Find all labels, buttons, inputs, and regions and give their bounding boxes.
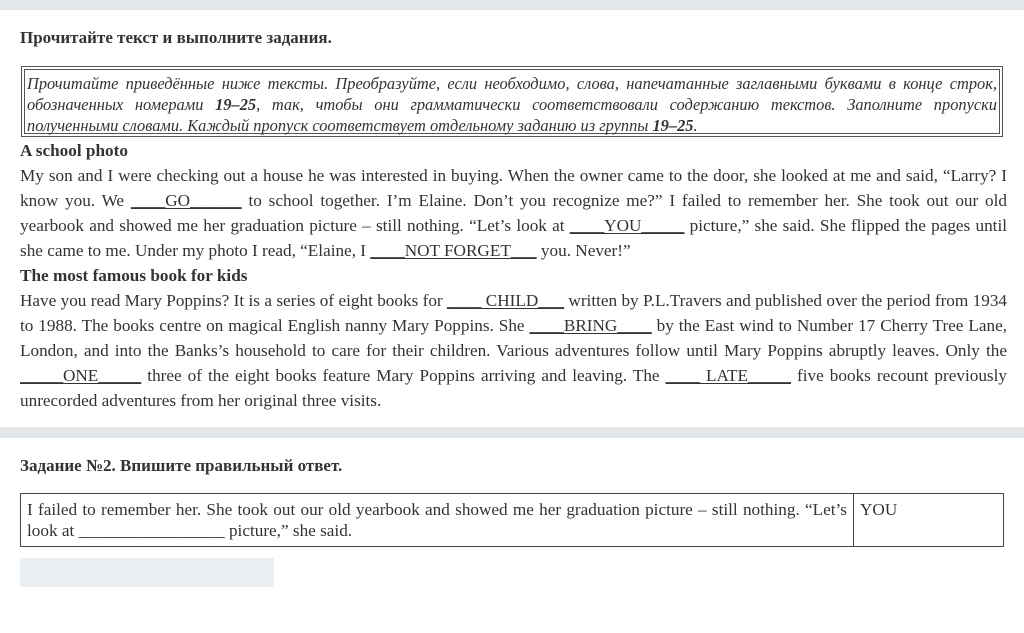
answer-cell: YOU (854, 494, 1004, 547)
instruction-text: Прочитайте приведённые ниже тексты. Преобразуйте, если необходимо, слова, напечатанные заглавными буквами в конце строк, обозначенных номерами 19–25, так, чтобы они грамматически соответствовали содержанию текстов. Заполните пропуски полученными словами. Каждый пропуск соответствует отдельному заданию из группы 19–25. (24, 69, 1000, 134)
text-title-famous-book: The most famous book for kids (20, 266, 248, 285)
question-blank: _________________ (78, 521, 225, 540)
text-paragraph-school-photo: My son and I were checking out a house he was interested in buying. When the owner came to the door, she looked at me and said, “Larry? I know you. We ____GO______ to school together. I’m Elaine. Don’t you recognize me?” I failed to remember her. She took out our old yearbook and showed me her graduation picture – still nothing. “Let’s look at ____YOU_____ picture,” she said. She flipped the pages until she came to me. Under my photo I read, “Elaine, I ____NOT FORGET___ you. Never!” (20, 166, 1008, 260)
reading-text (20, 138, 1007, 413)
gap-answer: ____YOU_____ (569, 216, 685, 235)
task-range: 19–25 (652, 116, 694, 135)
task-range: 19–25 (215, 95, 257, 114)
gap-answer: ____NOT FORGET___ (370, 241, 537, 260)
text-title-school-photo: A school photo (20, 141, 128, 160)
section-separator-band (0, 427, 1024, 438)
answer-table (20, 493, 1004, 547)
gap-answer: ____GO______ (130, 191, 242, 210)
gap-answer: ____BRING____ (529, 316, 652, 335)
answer-button-placeholder[interactable] (20, 558, 274, 587)
gap-answer: ____ CHILD___ (447, 291, 565, 310)
instruction-box (21, 66, 1003, 137)
gap-answer: _____ONE_____ (20, 366, 142, 385)
task2-heading: Задание №2. Впишите правильный ответ. (20, 456, 343, 475)
top-separator-band (0, 0, 1024, 10)
text-paragraph-famous-book: Have you read Mary Poppins? It is a series of eight books for ____ CHILD___ written by P.L.Travers and published over the period from 1934 to 1988. The books centre on magical English nanny Mary Poppins. She ____BRING____ by the East wind to Number 17 Cherry Tree Lane, London, and into the Banks’s household to care for their children. Various adventures follow until Mary Poppins abruptly leaves. Only the _____ONE_____ three of the eight books feature Mary Poppins arriving and leaving. The ____ LATE_____ five books recount previously unrecorded adventures from her original three visits. (20, 291, 1008, 410)
task-heading: Прочитайте текст и выполните задания. (20, 28, 332, 47)
gap-answer: ____ LATE_____ (665, 366, 791, 385)
question-cell: I failed to remember her. She took out our old yearbook and showed me her graduation picture – still nothing. “Let’s look at _________________ picture,” she said. (21, 494, 854, 547)
